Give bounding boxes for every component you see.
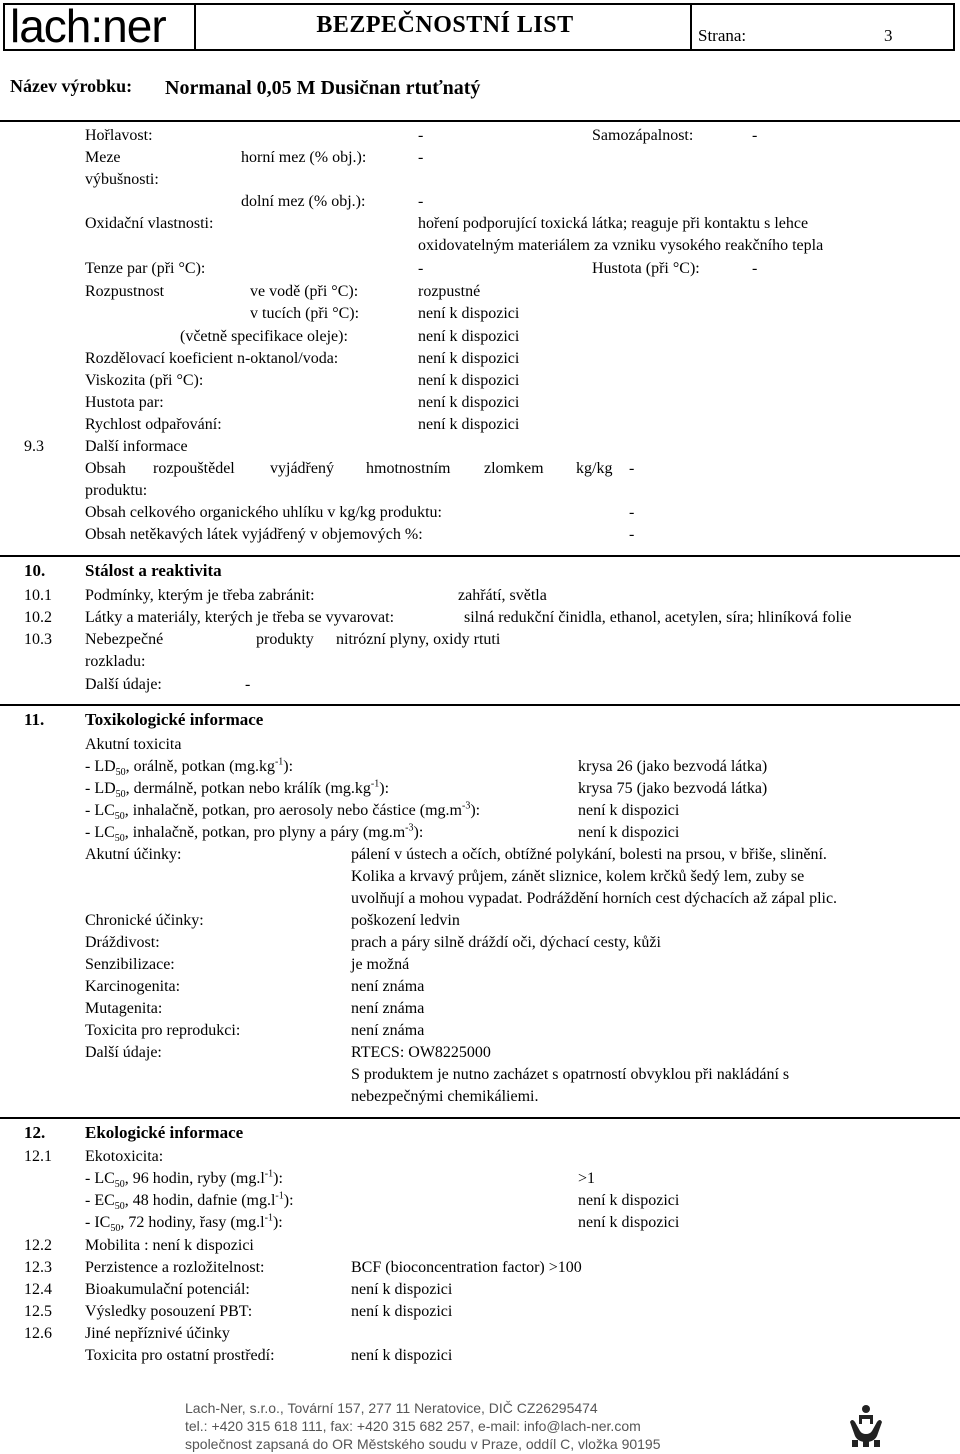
- irritation-label: Dráždivost:: [85, 934, 160, 951]
- flammability-label: Hořlavost:: [85, 127, 153, 144]
- subsection-number: 9.3: [24, 438, 44, 455]
- lc50-fish-value: >1: [578, 1170, 596, 1187]
- vapor-pressure-label: Tenze par (při °C):: [85, 260, 206, 277]
- solvent-word: kg/kg: [576, 460, 613, 477]
- ld50-oral-value: krysa 26 (jako bezvodá látka): [578, 758, 768, 775]
- density-value: -: [752, 260, 758, 277]
- lc50-fish-label: - $LC_{50}$, 96 hodin, ryby $(mg.l^{-1})$:: [85, 1168, 283, 1191]
- sensitization-label: Senzibilizace:: [85, 956, 175, 973]
- handling-note-1: S produktem je nutno zacházet s opatrností obvyklou při nakládání s: [351, 1066, 790, 1083]
- reproductive-label: Toxicita pro reprodukci:: [85, 1022, 241, 1039]
- document-title: BEZPEČNOSTNÍ LIST: [316, 12, 574, 38]
- acute-effects-label: Akutní účinky:: [85, 846, 182, 863]
- oil-spec-value: není k dispozici: [418, 328, 520, 345]
- fat-solubility-value: není k dispozici: [418, 305, 520, 322]
- header-divider: [690, 3, 692, 51]
- vapor-pressure-value: -: [418, 260, 424, 277]
- oxidizing-value-1: hoření podporující toxická látka; reaguje při kontaktu s lehce: [418, 215, 809, 232]
- handling-note-2: nebezpečnými chemikáliemi.: [351, 1088, 539, 1105]
- carcinogenicity-label: Karcinogenita:: [85, 978, 181, 995]
- decomposition-label-b: produkty: [256, 631, 314, 648]
- subsection-number: 12.3: [24, 1259, 52, 1276]
- page-label: Strana:: [698, 26, 747, 45]
- header-rule: [0, 120, 960, 122]
- page-number: 3: [884, 26, 893, 45]
- autoignition-label: Samozápalnost:: [592, 127, 694, 144]
- subsection-number: 12.1: [24, 1148, 52, 1165]
- lc50-aerosol-value: není k dispozici: [578, 802, 680, 819]
- lc50-aerosol-label: - $LC_{50}$, inhalačně, potkan, pro aerosoly nebo částice $(mg.m^{-3})$:: [85, 800, 481, 823]
- flammability-value: -: [418, 127, 424, 144]
- viscosity-label: Viskozita (při °C):: [85, 372, 204, 389]
- ec50-daphnia-label: - $EC_{50}$, 48 hodin, dafnie $(mg.l^{-1})$:: [85, 1190, 294, 1213]
- footer-registration: společnost zapsaná do OR Městského soudu v Praze, oddíl C, vložka 90195: [185, 1436, 661, 1452]
- upper-limit-label: horní mez (% obj.):: [241, 149, 367, 166]
- water-solubility-label: ve vodě (při °C):: [250, 283, 359, 300]
- ld50-oral-label: - $LD_{50}$, orálně, potkan $(mg.kg^{-1})$:: [85, 756, 294, 779]
- pbt-value: není k dispozici: [351, 1303, 453, 1320]
- subsection-number: 12.5: [24, 1303, 52, 1320]
- other-info-heading: Další informace: [85, 438, 188, 455]
- company-logo: lach:ner: [10, 0, 166, 52]
- bioaccumulation-value: není k dispozici: [351, 1281, 453, 1298]
- decomposition-value: nitrózní plyny, oxidy rtuti: [336, 631, 501, 648]
- solvent-label-2: produktu:: [85, 482, 148, 499]
- subsection-number: 10.3: [24, 631, 52, 648]
- partition-label: Rozdělovací koeficient n-oktanol/voda:: [85, 350, 339, 367]
- acute-effects-value-3: uvolňují a mohou vypadat. Podráždění horních cest dýchacích až zápal plic.: [351, 890, 838, 907]
- acute-effects-value-1: pálení v ústech a očích, obtížné polykání, bolesti na prsou, v břiše, slinění.: [351, 846, 827, 863]
- solvent-word: zlomkem: [484, 460, 544, 477]
- viscosity-value: není k dispozici: [418, 372, 520, 389]
- other-data-value: -: [245, 676, 251, 693]
- density-label: Hustota (při °C):: [592, 260, 700, 277]
- oil-spec-label: (včetně specifikace oleje):: [180, 328, 348, 345]
- solvent-word: hmotnostním: [366, 460, 451, 477]
- toc-label: Obsah celkového organického uhlíku v kg/kg produktu:: [85, 504, 442, 521]
- conditions-value: zahřátí, světla: [458, 587, 547, 604]
- lc50-gas-label: - $LC_{50}$, inhalačně, potkan, pro plyny a páry $(mg.m^{-3})$:: [85, 822, 424, 845]
- header-divider: [194, 3, 196, 51]
- mobility-text: Mobilita : není k dispozici: [85, 1237, 254, 1254]
- product-name: Normanal 0,05 M Dusičnan rtuťnatý: [165, 77, 481, 99]
- subsection-number: 10.1: [24, 587, 52, 604]
- nonvolatile-label: Obsah netěkavých látek vyjádřený v objemových %:: [85, 526, 423, 543]
- decomposition-label-a: Nebezpečné: [85, 631, 164, 648]
- persistence-value: BCF (bioconcentration factor) >100: [351, 1259, 582, 1276]
- footer-contact: tel.: +420 315 618 111, fax: +420 315 682 257, e-mail: info@lach-ner.com: [185, 1418, 641, 1434]
- subsection-number: 12.6: [24, 1325, 52, 1342]
- solvent-word: rozpouštědel: [153, 460, 235, 477]
- lower-limit-value: -: [418, 193, 424, 210]
- other-effects-heading: Jiné nepříznivé účinky: [85, 1325, 230, 1342]
- other-data-label: Další údaje:: [85, 676, 162, 693]
- subsection-number: 10.2: [24, 609, 52, 626]
- decomposition-label-c: rozkladu:: [85, 653, 146, 670]
- acute-toxicity-heading: Akutní toxicita: [85, 736, 182, 753]
- ic50-algae-label: - $IC_{50}$, 72 hodiny, řasy $(mg.l^{-1})$:: [85, 1212, 283, 1235]
- explosive-label-2: výbušnosti:: [85, 171, 159, 188]
- env-toxicity-value: není k dispozici: [351, 1347, 453, 1364]
- irritation-value: prach a páry silně dráždí oči, dýchací cesty, kůži: [351, 934, 661, 951]
- ld50-dermal-label: - $LD_{50}$, dermálně, potkan nebo králík $(mg.kg^{-1})$:: [85, 778, 390, 801]
- ic50-algae-value: není k dispozici: [578, 1214, 680, 1231]
- solvent-word: Obsah: [85, 460, 126, 477]
- upper-limit-value: -: [418, 149, 424, 166]
- subsection-number: 12.4: [24, 1281, 52, 1298]
- evaporation-value: není k dispozici: [418, 416, 520, 433]
- acute-effects-value-2: Kolika a krvavý průjem, zánět sliznice, kolem krčků šedý lem, zuby se: [351, 868, 805, 885]
- chronic-label: Chronické účinky:: [85, 912, 204, 929]
- vapor-density-label: Hustota par:: [85, 394, 164, 411]
- carcinogenicity-value: není známa: [351, 978, 425, 995]
- explosive-label: Meze: [85, 149, 121, 166]
- solvent-word: vyjádřený: [270, 460, 334, 477]
- water-solubility-value: rozpustné: [418, 283, 481, 300]
- nonvolatile-value: -: [629, 526, 635, 543]
- oxidizing-value-2: oxidovatelným materiálem za vzniku vysokého reakčního tepla: [418, 237, 824, 254]
- section-rule: [0, 1117, 960, 1119]
- fat-solubility-label: v tucích (při °C):: [250, 305, 360, 322]
- toc-value: -: [629, 504, 635, 521]
- bioaccumulation-label: Bioakumulační potenciál:: [85, 1281, 250, 1298]
- rtecs-value: RTECS: OW8225000: [351, 1044, 491, 1061]
- evaporation-label: Rychlost odpařování:: [85, 416, 222, 433]
- page-footer: [0, 1396, 960, 1454]
- mutagenicity-value: není známa: [351, 1000, 425, 1017]
- pbt-label: Výsledky posouzení PBT:: [85, 1303, 253, 1320]
- ec50-daphnia-value: není k dispozici: [578, 1192, 680, 1209]
- subsection-number: 12.2: [24, 1237, 52, 1254]
- chronic-value: poškození ledvin: [351, 912, 460, 929]
- other-data-label: Další údaje:: [85, 1044, 162, 1061]
- env-toxicity-label: Toxicita pro ostatní prostředí:: [85, 1347, 275, 1364]
- section-number: 10.: [24, 561, 46, 580]
- lc50-gas-value: není k dispozici: [578, 824, 680, 841]
- solubility-label: Rozpustnost: [85, 283, 165, 300]
- mutagenicity-label: Mutagenita:: [85, 1000, 163, 1017]
- incompatible-label: Látky a materiály, kterých je třeba se vyvarovat:: [85, 609, 395, 626]
- incompatible-value: silná redukční činidla, ethanol, acetylen, síra; hliníková folie: [464, 609, 852, 626]
- sensitization-value: je možná: [351, 956, 410, 973]
- reproductive-value: není známa: [351, 1022, 425, 1039]
- section-title: Stálost a reaktivita: [85, 561, 222, 580]
- section-number: 12.: [24, 1123, 46, 1142]
- ecotoxicity-label: Ekotoxicita:: [85, 1148, 164, 1165]
- lower-limit-label: dolní mez (% obj.):: [241, 193, 366, 210]
- product-label: Název výrobku:: [10, 76, 133, 96]
- persistence-label: Perzistence a rozložitelnost:: [85, 1259, 265, 1276]
- autoignition-value: -: [752, 127, 758, 144]
- section-rule: [0, 704, 960, 706]
- section-title: Ekologické informace: [85, 1123, 244, 1142]
- safety-hands-icon: [846, 1404, 886, 1448]
- oxidizing-label: Oxidační vlastnosti:: [85, 215, 214, 232]
- partition-value: není k dispozici: [418, 350, 520, 367]
- section-number: 11.: [24, 710, 45, 729]
- ld50-dermal-value: krysa 75 (jako bezvodá látka): [578, 780, 768, 797]
- section-rule: [0, 555, 960, 557]
- solvent-value: -: [629, 460, 635, 477]
- conditions-label: Podmínky, kterým je třeba zabránit:: [85, 587, 315, 604]
- vapor-density-value: není k dispozici: [418, 394, 520, 411]
- footer-address: Lach-Ner, s.r.o., Tovární 157, 277 11 Neratovice, DIČ CZ26295474: [185, 1400, 598, 1416]
- section-title: Toxikologické informace: [85, 710, 264, 729]
